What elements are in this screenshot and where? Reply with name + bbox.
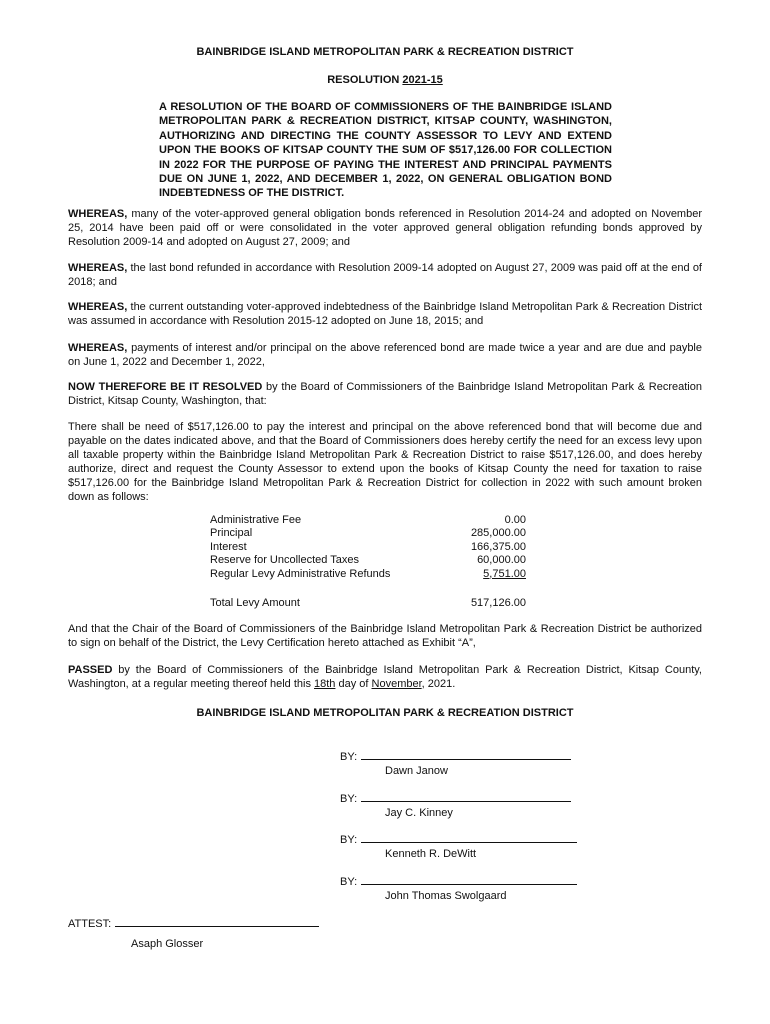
signature-line-4	[340, 874, 577, 889]
footer-org-title: BAINBRIDGE ISLAND METROPOLITAN PARK & RECREATION DISTRICT	[196, 707, 574, 719]
fee-row	[210, 541, 526, 554]
passed-lead: PASSED	[68, 664, 113, 676]
passed-month: November	[371, 678, 422, 690]
fee-amount: 5,751.00	[483, 567, 526, 580]
signatory-name: John Thomas Swolgaard	[385, 890, 507, 902]
signature-line-3	[340, 832, 577, 847]
resolution-label: RESOLUTION	[327, 74, 403, 86]
fee-amount: 60,000.00	[477, 554, 526, 567]
passed-text: day of	[335, 678, 372, 690]
passed-paragraph	[68, 663, 702, 691]
signatory-name: Jay C. Kinney	[385, 807, 453, 819]
total-label: Total Levy Amount	[210, 597, 300, 609]
whereas-text: payments of interest and/or principal on the above referenced bond are made twice a year and are due and payble on June 1, 2022 and December 1, 2022,	[68, 342, 702, 368]
signature-line-2	[340, 791, 571, 806]
signature-line-1	[340, 749, 571, 764]
levy-breakdown-table	[210, 514, 526, 581]
whereas-lead: WHEREAS,	[68, 342, 128, 354]
resolution-number: 2021-15	[402, 74, 443, 86]
fee-row	[210, 568, 526, 581]
signature-prefix: BY:	[340, 876, 358, 888]
attest-line	[68, 916, 319, 931]
fee-label: Principal	[210, 527, 253, 540]
signature-blank[interactable]	[361, 832, 577, 843]
signature-prefix: BY:	[340, 834, 358, 846]
fee-label: Reserve for Uncollected Taxes	[210, 554, 359, 567]
resolved-lead: NOW THEREFORE BE IT RESOLVED	[68, 381, 263, 393]
fee-amount: 166,375.00	[470, 540, 526, 553]
chair-paragraph: And that the Chair of the Board of Commissioners of the Bainbridge Island Metropolitan Park & Recreation District be authorized to sign on behalf of the District, the Levy Certification hereto attached as Exhibit “A”,	[68, 623, 702, 649]
attest-name: Asaph Glosser	[131, 938, 204, 950]
whereas-lead: WHEREAS,	[68, 262, 128, 274]
attest-blank[interactable]	[115, 916, 319, 927]
signature-blank[interactable]	[361, 874, 577, 885]
whereas-lead: WHEREAS,	[68, 208, 128, 220]
attest-prefix: ATTEST:	[68, 918, 112, 930]
signatory-name: Kenneth R. DeWitt	[385, 848, 477, 860]
resolved-text: by the Board of Commissioners of the Bainbridge Island Metropolitan Park & Recreation District, Kitsap County, Washington, that:	[68, 381, 702, 407]
whereas-text: the last bond refunded in accordance with Resolution 2009-14 adopted on August 27, 2009 was paid off at the end of 2018; and	[68, 262, 702, 288]
whereas-text: the current outstanding voter-approved indebtedness of the Bainbridge Island Metropolitan Park & Recreation District was assumed in accordance with Resolution 2015-12 adopted on June 18, 2015; and	[68, 301, 702, 327]
fee-amount: 0.00	[504, 514, 526, 526]
fee-row	[210, 554, 526, 567]
total-amount: 517,126.00	[470, 597, 526, 609]
need-paragraph: There shall be need of $517,126.00 to pay the interest and principal on the above referenced bond that will become due and payable on the dates indicated above, and that the Board of Commissioners does hereby certify the need for an excess levy upon all taxable property within the Bainbridge Island Metropolitan Park & Recreation District to raise $517,126.00, and does hereby authorize, direct and request the County Assessor to extend upon the books of Kitsap County the need for taxation to raise $517,126.00 for the Bainbridge Island Metropolitan Park & Recreation District for collection in 2022 with such amount broken down as follows:	[68, 421, 702, 503]
whereas-paragraph-1	[68, 207, 702, 249]
signature-blank[interactable]	[361, 749, 571, 760]
passed-day: 18th	[314, 678, 336, 690]
resolution-heading	[0, 73, 770, 87]
whereas-lead: WHEREAS,	[68, 301, 128, 313]
signatory-name: Dawn Janow	[385, 765, 448, 777]
passed-text: , 2021.	[421, 678, 456, 690]
fee-row	[210, 514, 526, 527]
org-title: BAINBRIDGE ISLAND METROPOLITAN PARK & RECREATION DISTRICT	[196, 46, 574, 58]
signature-prefix: BY:	[340, 793, 358, 805]
fee-label: Interest	[210, 540, 247, 553]
whereas-paragraph-2	[68, 261, 702, 289]
fee-amount: 285,000.00	[470, 527, 526, 540]
whereas-paragraph-3	[68, 300, 702, 328]
fee-row	[210, 527, 526, 540]
signature-prefix: BY:	[340, 751, 358, 763]
passed-text: by the Board of Commissioners of the Bainbridge Island Metropolitan Park & Recreation District, Kitsap County, Washington, at a regular meeting thereof held this	[68, 664, 702, 690]
resolved-paragraph	[68, 380, 702, 408]
whereas-text: many of the voter-approved general obligation bonds referenced in Resolution 2014-24 and adopted on November 25, 2014 have been paid off or were consolidated in the voter approved general obligation refunding bonds approved by Resolution 2009-14 and adopted on August 27, 2009; and	[68, 208, 702, 248]
signature-blank[interactable]	[361, 791, 571, 802]
fee-label: Administrative Fee	[210, 514, 302, 526]
fee-label: Regular Levy Administrative Refunds	[210, 567, 391, 580]
total-levy-row	[210, 596, 526, 610]
whereas-paragraph-4	[68, 341, 702, 369]
resolution-summary: A RESOLUTION OF THE BOARD OF COMMISSIONERS OF THE BAINBRIDGE ISLAND METROPOLITAN PARK & RECREATION DISTRICT, KITSAP COUNTY, WASHINGTON, AUTHORIZING AND DIRECTING THE COUNTY ASSESSOR TO LEVY AND EXTEND UPON THE BOOKS OF KITSAP COUNTY THE SUM OF $517,126.00 FOR COLLECTION IN 2022 FOR THE PURPOSE OF PAYING THE INTEREST AND PRINCIPAL PAYMENTS DUE ON JUNE 1, 2022, AND DECEMBER 1, 2022, ON GENERAL OBLIGATION BOND INDEBTEDNESS OF THE DISTRICT.	[159, 101, 612, 200]
